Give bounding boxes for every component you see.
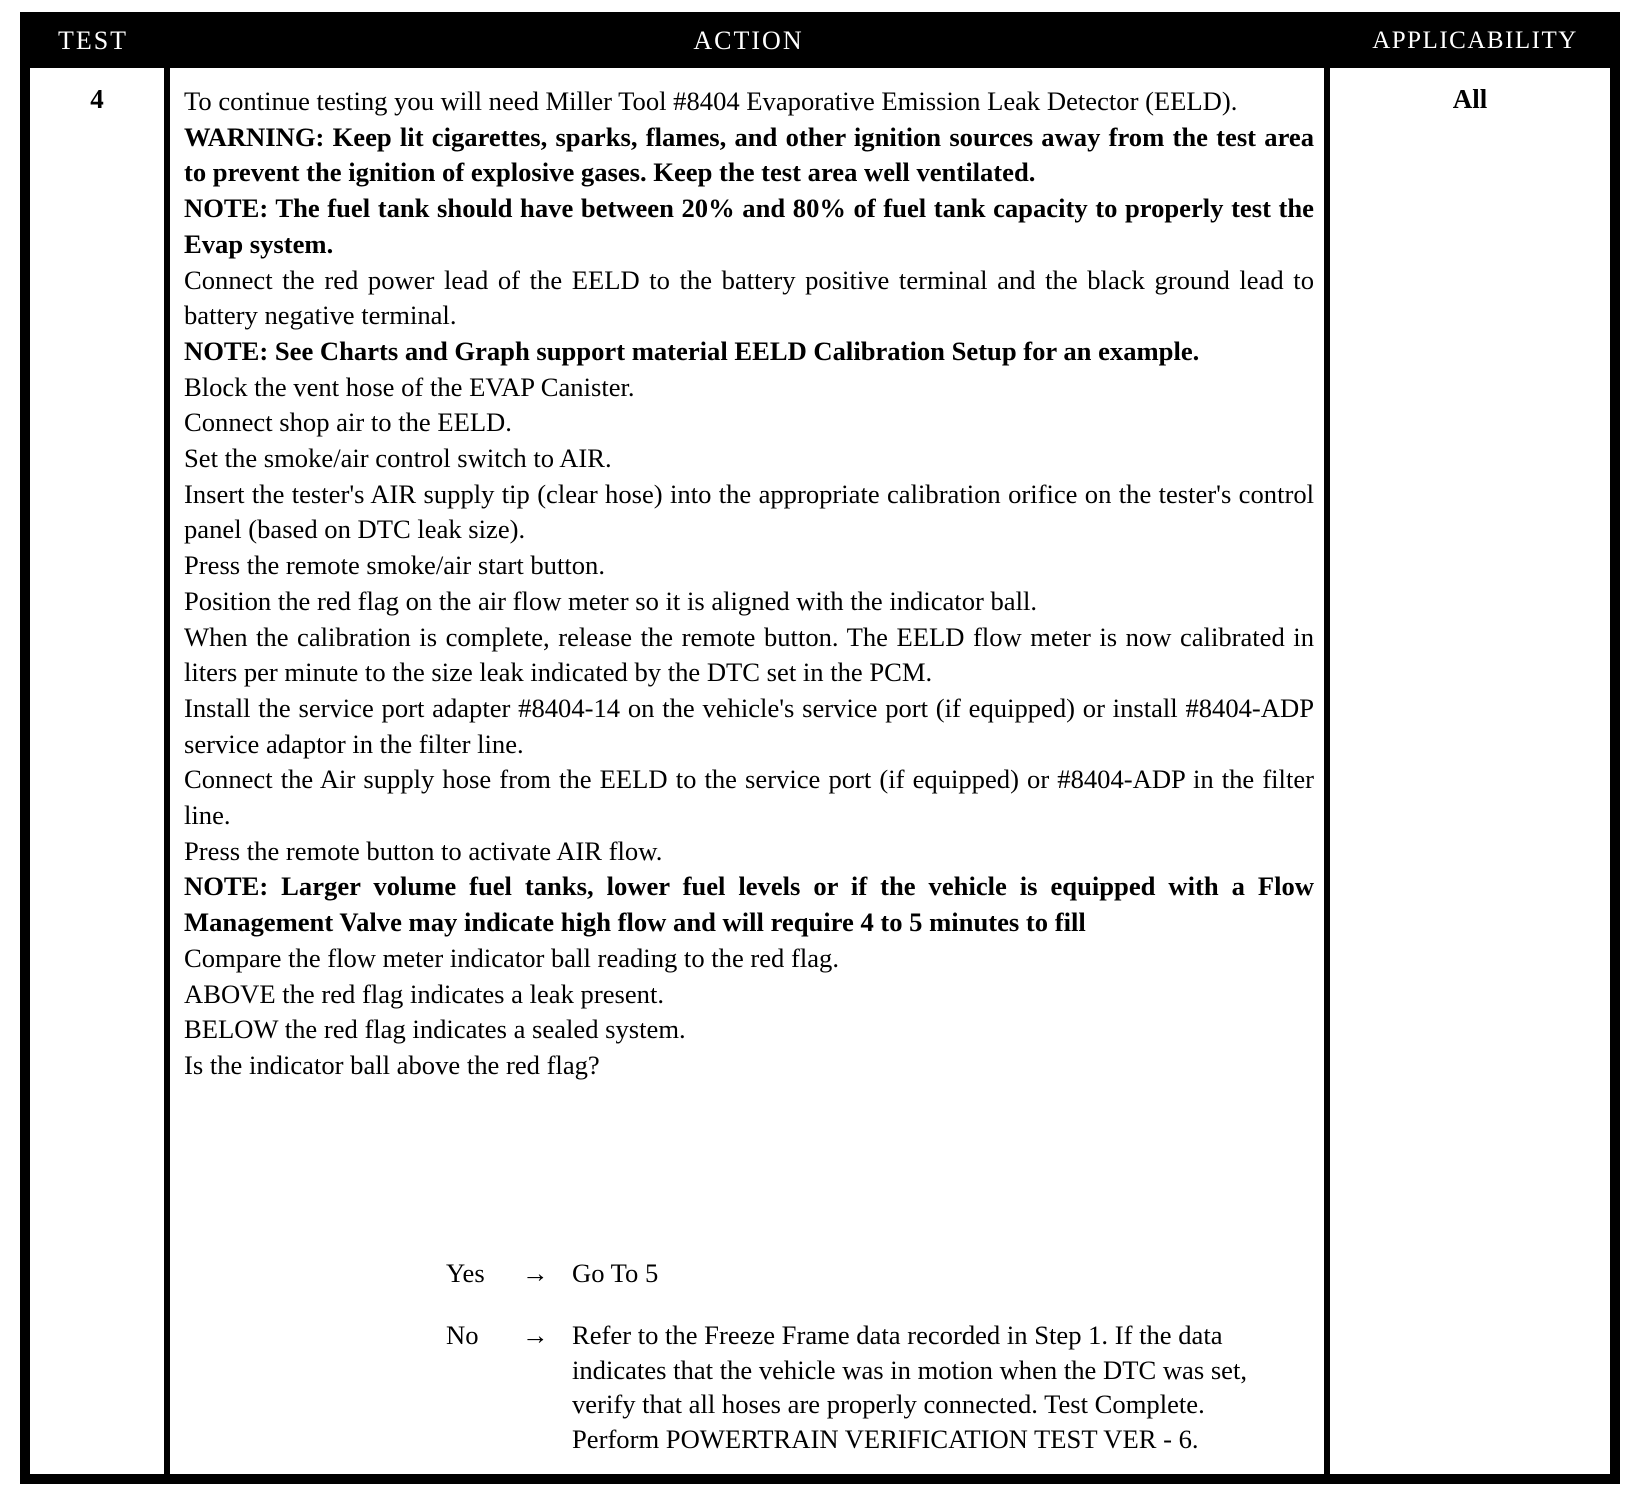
action-line: Is the indicator ball above the red flag? (184, 1049, 600, 1080)
action-cell (166, 68, 1328, 1474)
action-line: When the calibration is complete, release the remote button. The EELD flow meter is now calibrated in liters per minute to the size leak indicated by the DTC set in the PCM. (184, 621, 1314, 688)
arrow-right-icon: → (522, 1258, 549, 1288)
action-line: Compare the flow meter indicator ball reading to the red flag. (184, 942, 840, 973)
action-line: ABOVE the red flag indicates a leak present. (184, 978, 664, 1009)
action-line: Position the red flag on the air flow meter so it is aligned with the indicator ball. (184, 585, 1038, 616)
result-yes-label: Yes (446, 1258, 485, 1288)
action-text (184, 84, 1314, 1084)
result-no-line: Perform POWERTRAIN VERIFICATION TEST VER - 6. (572, 1423, 1199, 1454)
header-action: ACTION (693, 26, 804, 55)
test-cell (30, 68, 164, 1474)
result-no-text (572, 1318, 1292, 1456)
action-line: NOTE: Larger volume fuel tanks, lower fuel levels or if the vehicle is equipped with a Flow Management Valve may indicate high flow and will require 4 to 5 minutes to fill (184, 871, 1314, 938)
action-line: Connect the Air supply hose from the EELD to the service port (if equipped) or #8404-ADP in the filter line. (184, 764, 1314, 831)
applicability-cell (1330, 68, 1610, 1474)
action-line: Install the service port adapter #8404-14 on the vehicle's service port (if equipped) or install #8404-ADP service adaptor in the filter line. (184, 692, 1314, 759)
action-line: NOTE: See Charts and Graph support material EELD Calibration Setup for an example. (184, 335, 1200, 366)
header-applicability: APPLICABILITY (1372, 27, 1578, 54)
action-line: To continue testing you will need Miller Tool #8404 Evaporative Emission Leak Detector (EELD). (184, 86, 1238, 116)
action-line: Press the remote button to activate AIR flow. (184, 835, 663, 866)
result-no-line: Refer to the Freeze Frame data recorded in Step 1. If the data (572, 1320, 1223, 1350)
arrow-right-icon: → (522, 1320, 549, 1350)
action-line: Insert the tester's AIR supply tip (clear hose) into the appropriate calibration orifice on the tester's control panel (based on DTC leak size). (184, 478, 1314, 545)
action-line: Press the remote smoke/air start button. (184, 550, 605, 581)
applicability-value: All (1452, 84, 1488, 114)
action-line: Connect the red power lead of the EELD to the battery positive terminal and the black ground lead to battery negative terminal. (184, 264, 1314, 331)
diagnostic-table (20, 12, 1620, 1484)
action-line: Connect shop air to the EELD. (184, 407, 512, 438)
header-test: TEST (57, 26, 129, 55)
action-line: Set the smoke/air control switch to AIR. (184, 443, 612, 474)
result-yes-text: Go To 5 (572, 1258, 659, 1288)
action-line: BELOW the red flag indicates a sealed system. (184, 1014, 686, 1045)
action-line: WARNING: Keep lit cigarettes, sparks, flames, and other ignition sources away from the test area to prevent the ignition of explosive gases. Keep the test area well ventilated. (184, 121, 1314, 188)
result-no-line: indicates that the vehicle was in motion when the DTC was set, (572, 1354, 1248, 1385)
action-line: Block the vent hose of the EVAP Canister. (184, 371, 635, 402)
result-no-line: verify that all hoses are properly connected. Test Complete. (572, 1389, 1205, 1419)
action-line: NOTE: The fuel tank should have between 20% and 80% of fuel tank capacity to properly test the Evap system. (184, 193, 1314, 259)
result-no-label: No (446, 1320, 479, 1350)
test-number: 4 (90, 84, 104, 114)
